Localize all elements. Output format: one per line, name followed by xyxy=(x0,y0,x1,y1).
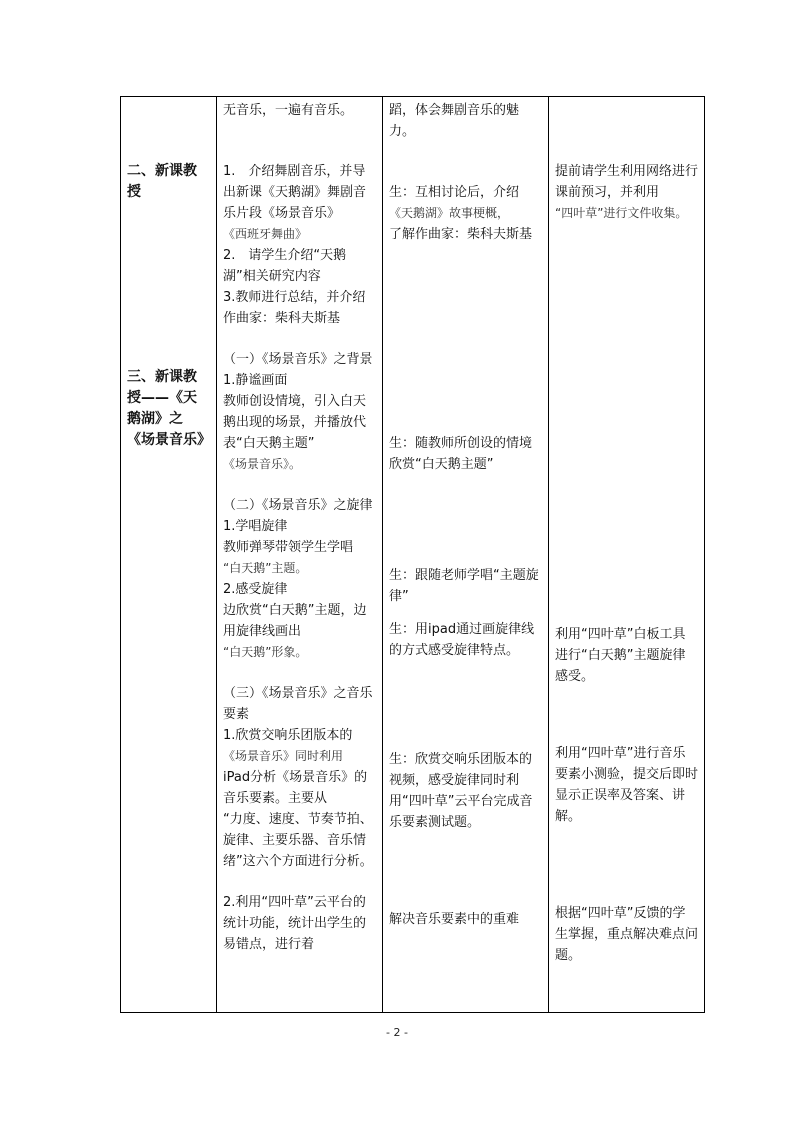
student-item: 生：互相讨论后，介绍 xyxy=(389,185,520,200)
lesson-plan-table xyxy=(120,96,705,1013)
student-item: 生：跟随老师学唱“主题旋律” xyxy=(389,568,539,604)
activity-item: “白天鹅”主题。 xyxy=(223,561,308,575)
student-item: 生：随教师所创设的情境欣赏“白天鹅主题” xyxy=(389,436,533,472)
activity-item: 教师弹琴带领学生学唱 xyxy=(223,540,354,555)
activity-item: 1.欣赏交响乐团版本的 xyxy=(223,728,353,743)
activity-item: 2. 请学生介绍“天鹅湖”相关研究内容 xyxy=(223,248,347,284)
activity-item: 边欣赏“白天鹅”主题，边用旋律线画出 xyxy=(223,603,367,639)
activity-item: 2.感受旋律 xyxy=(223,582,288,597)
student-activity-column xyxy=(383,97,549,1013)
teacher-activity-column xyxy=(217,97,383,1013)
activity-item: 《场景音乐》同时利用 xyxy=(223,749,344,763)
stage-column xyxy=(121,97,217,1013)
activity-item: 教师创设情境，引入白天鹅出现的场景，并播放代表“白天鹅主题” xyxy=(223,394,367,451)
stage-title-swan-lake: 三、新课教授——《天鹅湖》之《场景音乐》 xyxy=(127,369,211,448)
activity-item: “白天鹅”形象。 xyxy=(223,645,308,659)
activity-item: 1.静谧画面 xyxy=(223,373,288,388)
activity-item: 3.教师进行总结，并介绍作曲家：柴科夫斯基 xyxy=(223,290,366,326)
design-item: 根据“四叶草”反馈的学生掌握，重点解决难点问题。 xyxy=(555,906,699,963)
table-row xyxy=(121,97,705,1013)
student-item: 《天鹅湖》故事梗概， xyxy=(389,206,510,220)
activity-item: “力度、速度、节奏节拍、旋律、主要乐器、音乐情绪”这六个方面进行分析。 xyxy=(223,812,373,869)
activity-item: 《西班牙舞曲》 xyxy=(223,227,308,241)
activity-item: iPad分析《场景音乐》的音乐要素。主要从 xyxy=(223,770,368,806)
section-heading: （二）《场景音乐》之旋律 xyxy=(223,498,373,513)
design-item: 提前请学生利用网络进行课前预习，并利用 xyxy=(555,164,699,200)
stage-title-new-lesson: 二、新课教授 xyxy=(127,163,197,200)
design-item: “四叶草”进行文件收集。 xyxy=(555,206,688,220)
section-heading: （三）《场景音乐》之音乐要素 xyxy=(223,686,373,722)
page-number: - 2 - xyxy=(386,1026,408,1039)
student-item: 了解作曲家：柴科夫斯基 xyxy=(389,227,533,242)
design-item: 利用“四叶草”进行音乐要素小测验，提交后即时显示正误率及答案、讲解。 xyxy=(555,746,699,824)
activity-item: 1.学唱旋律 xyxy=(223,519,288,534)
continued-text: 无音乐，一遍有音乐。 xyxy=(223,103,354,118)
design-intent-column xyxy=(549,97,705,1013)
activity-item: 《场景音乐》。 xyxy=(223,457,302,471)
student-item: 解决音乐要素中的重难 xyxy=(389,912,520,927)
activity-item: 1. 介绍舞剧音乐，并导出新课《天鹅湖》舞剧音乐片段《场景音乐》 xyxy=(223,164,367,221)
student-item: 生：用ipad通过画旋律线的方式感受旋律特点。 xyxy=(389,622,535,658)
continued-text: 蹈，体会舞剧音乐的魅力。 xyxy=(389,103,520,139)
design-item: 利用“四叶草”白板工具进行“白天鹅”主题旋律感受。 xyxy=(555,627,686,684)
student-item: 生：欣赏交响乐团版本的视频，感受旋律同时利用“四叶草”云平台完成音乐要素测试题。 xyxy=(389,752,533,830)
section-heading: （一）《场景音乐》之背景 xyxy=(223,352,373,367)
activity-item: 2.利用“四叶草”云平台的统计功能，统计出学生的易错点，进行着 xyxy=(223,895,367,952)
